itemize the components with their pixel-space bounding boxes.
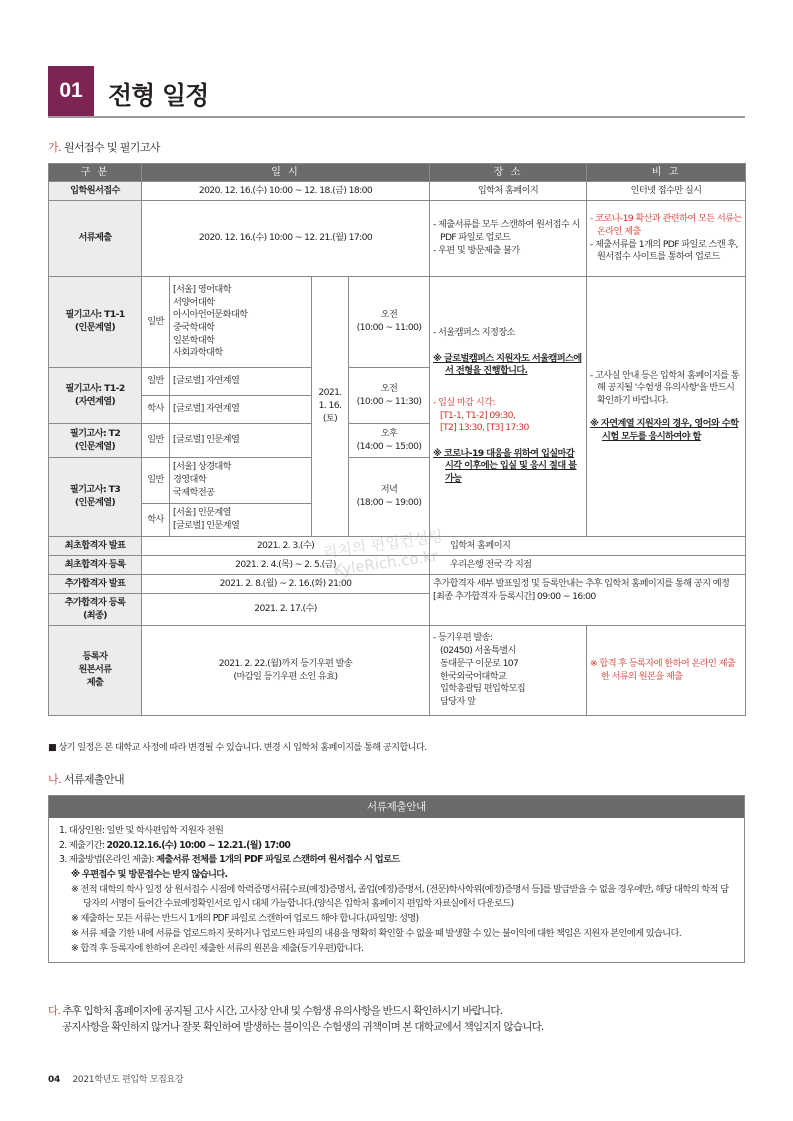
- section-b-heading: [48, 771, 124, 787]
- place-line: - 제출서류를 모두 스캔하여 원서접수 시 PDF 파일로 업로드: [433, 219, 580, 244]
- place-line: ※ 코로나-19 대응을 위하여 입실마감 시각 이후에는 입실 및 응시 절대 불가능: [433, 447, 577, 484]
- section-number: 01: [48, 66, 94, 116]
- section-c: [48, 1004, 543, 1036]
- row-date: 2020. 12. 16.(수) 10:00 ~ 12. 21.(월) 17:00: [142, 201, 430, 277]
- table-row: [49, 277, 746, 368]
- table-row: [49, 626, 746, 716]
- row-label: 필기고사: T1-2 (자연계열): [49, 368, 142, 424]
- section-c-line: 공지사항을 확인하지 않거나 잘못 확인하여 발생하는 불이익은 수험생의 귀책이며 본 대학교에서 책임지지 않습니다.: [62, 1020, 544, 1033]
- row-type: 일반: [142, 277, 170, 368]
- row-type: 학사: [142, 396, 170, 424]
- guide-line: [59, 853, 734, 868]
- row-type: 학사: [142, 504, 170, 537]
- document-guide-header: 서류제출안내: [49, 796, 744, 818]
- row-depts: [서울] 영어대학 서양어대학 아시아언어문화대학 중국학대학 일본학대학 사회과학대학: [170, 277, 312, 368]
- guide-label: 2. 제출기간:: [59, 839, 107, 851]
- row-label: 필기고사: T1-1 (인문계열): [49, 277, 142, 368]
- row-label: 최초합격자 등록: [49, 556, 142, 575]
- row-type: 일반: [142, 424, 170, 458]
- row-date: 2021. 2. 3.(수): [142, 537, 430, 556]
- page-footer: [48, 1072, 183, 1085]
- row-note: [587, 201, 746, 277]
- row-time: 오전 (10:00 ~ 11:00): [349, 277, 430, 368]
- place-line: - 서울캠퍼스 지정장소: [433, 327, 515, 339]
- row-time: 오후 (14:00 ~ 15:00): [349, 424, 430, 458]
- section-a-title: 원서접수 및 필기고사: [63, 141, 160, 154]
- note-line: - 고사실 안내 등은 입학처 홈페이지를 통해 공지될 '수험생 유의사항'을 반드시 확인하기 바랍니다.: [590, 369, 740, 407]
- row-depts: [서울] 상경대학 경영대학 국제학전공: [170, 458, 312, 504]
- guide-value: 제출서류 전체를 1개의 PDF 파일로 스캔하여 원서접수 시 업로드: [156, 854, 400, 866]
- row-label: 추가합격자 등록 (최종): [49, 594, 142, 626]
- row-label: 서류제출: [49, 201, 142, 277]
- section-b-mark: 나.: [48, 773, 61, 786]
- place-line: - 입실 마감 시각: [T1-1, T1-2] 09:30, [T2] 13:30, [T3] 17:30: [433, 396, 529, 434]
- schedule-note: ■ 상기 일정은 본 대학교 사정에 따라 변경될 수 있습니다. 변경 시 입학처 홈페이지를 통해 공지합니다.: [48, 742, 427, 753]
- document-guide-box: [48, 795, 745, 963]
- row-label: 필기고사: T2 (인문계열): [49, 424, 142, 458]
- row-time: 오전 (10:00 ~ 11:30): [349, 368, 430, 424]
- exam-note: [587, 277, 746, 537]
- guide-note: ※ 제출하는 모든 서류는 반드시 1개의 PDF 파일로 스캔하여 업로드 해야 합니다.(파일명: 성명): [71, 913, 419, 925]
- section-c-line: [48, 1004, 543, 1020]
- guide-label: 3. 제출방법(온라인 제출):: [59, 854, 157, 866]
- guide-note: ※ 서류 제출 기한 내에 서류를 업로드하지 못하거나 업로드한 파일의 내용을 명확히 확인할 수 없을 때 발생할 수 있는 불이익에 대한 책임은 지원자 본인에게 있습니다.: [71, 927, 682, 939]
- place-line: - 우편 및 방문제출 불가: [433, 244, 520, 256]
- section-a-mark: 가.: [48, 141, 61, 154]
- row-note: ※ 합격 후 등록자에 한하여 온라인 제출한 서류의 원본을 제출: [587, 626, 746, 716]
- table-row: [49, 537, 746, 556]
- page-title: 전형 일정: [108, 81, 209, 110]
- row-label: 추가합격자 발표: [49, 575, 142, 594]
- row-label: 등록자 원본서류 제출: [49, 626, 142, 716]
- title-divider: [48, 116, 745, 118]
- row-type: 일반: [142, 368, 170, 396]
- row-time: 저녁 (18:00 ~ 19:00): [349, 458, 430, 537]
- table-row: [49, 201, 746, 277]
- row-place: 우리은행 전국 각 지점: [430, 556, 746, 575]
- row-depts: [글로벌] 인문계열: [170, 424, 312, 458]
- row-date: 2021. 2. 17.(수): [142, 594, 430, 626]
- table-row: [49, 182, 746, 201]
- guide-line: 1. 대상인원: 일반 및 학사편입학 지원자 전원: [59, 825, 224, 836]
- table-header-row: [49, 164, 746, 182]
- table-row: [49, 575, 746, 594]
- note-line: ※ 자연계열 지원자의 경우, 영어와 수학시험 모두를 응시하여야 함: [590, 417, 739, 442]
- note-line: - 코로나-19 확산과 관련하여 모든 서류는 온라인 제출: [590, 213, 742, 237]
- section-c-text: 추후 입학처 홈페이지에 공지될 고사 시간, 고사장 안내 및 수험생 유의사항을 반드시 확인하시기 바랍니다.: [62, 1005, 503, 1017]
- table-row: [49, 556, 746, 575]
- row-label: 입학원서접수: [49, 182, 142, 201]
- row-note: 인터넷 접수만 실시: [587, 182, 746, 201]
- row-depts: [서울] 인문계열 [글로벌] 인문계열: [170, 504, 312, 537]
- section-a-heading: [48, 139, 160, 155]
- schedule-table: [48, 163, 746, 716]
- guide-value: 2020.12.16.(수) 10:00 ~ 12.21.(월) 17:00: [106, 839, 291, 851]
- row-date: 2021. 2. 22.(월)까지 등기우편 발송 (마감일 등기우편 소인 유효): [142, 626, 430, 716]
- row-date: 2020. 12. 16.(수) 10:00 ~ 12. 18.(금) 18:00: [142, 182, 430, 201]
- header-datetime: 일 시: [142, 164, 430, 182]
- row-depts: [글로벌] 자연계열: [170, 396, 312, 424]
- row-label: 필기고사: T3 (인문계열): [49, 458, 142, 537]
- note-line: - 제출서류를 1개의 PDF 파일로 스캔 후, 원서접수 사이트를 통하여 업로드: [590, 238, 738, 263]
- place-line: ※ 글로벌캠퍼스 지원자도 서울캠퍼스에서 전형을 진행합니다.: [433, 352, 582, 377]
- guide-line: [59, 839, 734, 854]
- guide-note: ※ 합격 후 등록자에 한하여 온라인 제출한 서류의 원본을 제출(등기우편)합니다.: [71, 942, 364, 954]
- section-c-mark: 다.: [48, 1005, 60, 1017]
- row-date: 2021. 2. 4.(목) ~ 2. 5.(금): [142, 556, 430, 575]
- row-place: - 등기우편 발송: (02450) 서울특별시 동대문구 이문로 107 한국외국어대학교 입학총괄팀 편입학모집 담당자 앞: [430, 626, 587, 716]
- guide-note: ※ 전적 대학의 학사 일정 상 원서접수 시점에 학력증명서류[수료(예정)증명서, 졸업(예정)증명서, (전문)학사학위(예정)증명서 등]를 발급받을 수 없을 경우에만, 해당 대학의 학적 담당자의 서명이 들어간 수료예정확인서로 임시 대체 가능합니다.(양식은 입학처 홈페이지 편입학 자료실에서 다운로드): [71, 883, 729, 910]
- document-guide-body: [49, 818, 744, 962]
- section-b-title: 서류제출안내: [63, 773, 124, 786]
- guide-note: ※ 우편접수 및 방문접수는 받지 않습니다.: [71, 869, 228, 881]
- row-type: 일반: [142, 458, 170, 504]
- row-place: 입학처 홈페이지: [430, 537, 746, 556]
- watermark: 리치의 편입컨설팅 KyleRich.co.kr: [322, 526, 445, 580]
- exam-place: [430, 277, 587, 537]
- page-number: 04: [48, 1075, 60, 1085]
- row-place: 추가합격자 세부 발표일정 및 등록안내는 추후 입학처 홈페이지를 통해 공지 예정 [최종 추가합격자 등록시간] 09:00 ~ 16:00: [430, 575, 746, 626]
- row-place: 입학처 홈페이지: [430, 182, 587, 201]
- header-category: 구 분: [49, 164, 142, 182]
- row-date: 2021. 2. 8.(월) ~ 2. 16.(화) 21:00: [142, 575, 430, 594]
- footer-title: 2021학년도 편입학 모집요강: [72, 1075, 184, 1085]
- header-place: 장 소: [430, 164, 587, 182]
- header-note: 비 고: [587, 164, 746, 182]
- row-label: 최초합격자 발표: [49, 537, 142, 556]
- row-depts: [글로벌] 자연계열: [170, 368, 312, 396]
- exam-date: 2021. 1. 16. (토): [312, 277, 349, 537]
- row-place: [430, 201, 587, 277]
